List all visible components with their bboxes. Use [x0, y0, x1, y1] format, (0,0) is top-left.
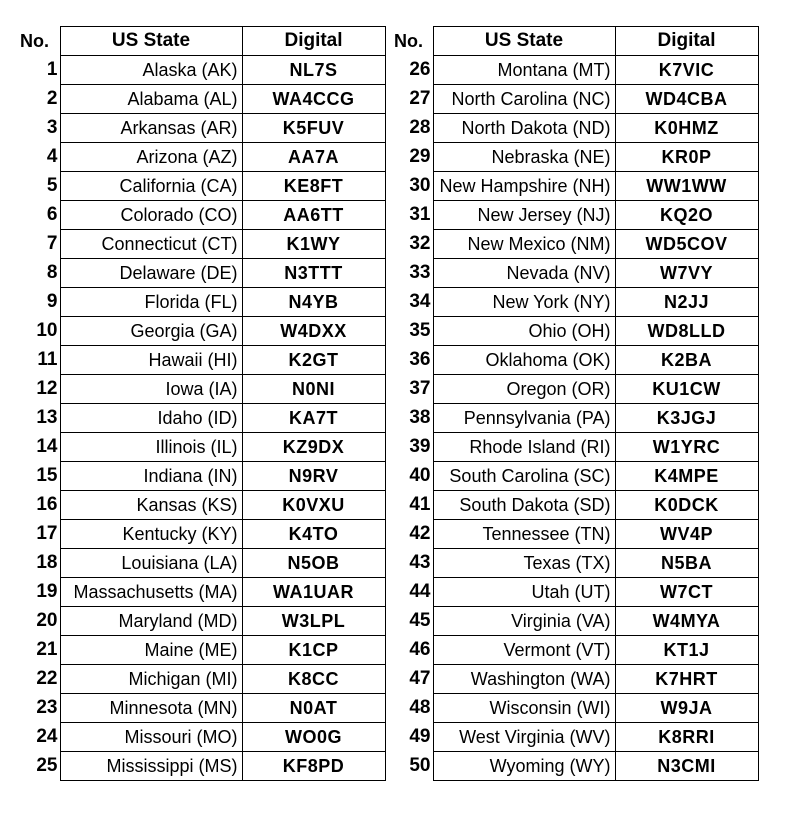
- state-name: New Jersey (NJ): [433, 201, 615, 230]
- digital-callsign: K8CC: [242, 665, 385, 694]
- state-name: Connecticut (CT): [60, 230, 242, 259]
- left-table: [16, 26, 386, 781]
- row-number: 9: [46, 291, 58, 312]
- table-row: [390, 375, 758, 404]
- digital-callsign: N5BA: [615, 549, 758, 578]
- row-number: 35: [409, 320, 431, 341]
- state-name: Arizona (AZ): [60, 143, 242, 172]
- digital-callsign: WD5COV: [615, 230, 758, 259]
- digital-callsign: N9RV: [242, 462, 385, 491]
- digital-callsign: KU1CW: [615, 375, 758, 404]
- state-name: South Carolina (SC): [433, 462, 615, 491]
- table-row: [16, 56, 385, 85]
- state-name: Nebraska (NE): [433, 143, 615, 172]
- table-row: [390, 520, 758, 549]
- digital-callsign: W7VY: [615, 259, 758, 288]
- state-name: Mississippi (MS): [60, 752, 242, 781]
- digital-callsign: KR0P: [615, 143, 758, 172]
- row-number: 37: [409, 378, 431, 399]
- table-row: [390, 259, 758, 288]
- digital-callsign: N2JJ: [615, 288, 758, 317]
- header-state: US State: [60, 27, 242, 56]
- state-name: Nevada (NV): [433, 259, 615, 288]
- row-number: 27: [409, 88, 431, 109]
- digital-callsign: AA6TT: [242, 201, 385, 230]
- digital-callsign: KF8PD: [242, 752, 385, 781]
- digital-callsign: WV4P: [615, 520, 758, 549]
- state-name: Rhode Island (RI): [433, 433, 615, 462]
- state-name: Delaware (DE): [60, 259, 242, 288]
- table-row: [390, 607, 758, 636]
- state-name: Iowa (IA): [60, 375, 242, 404]
- state-name: Alabama (AL): [60, 85, 242, 114]
- table-row: [16, 665, 385, 694]
- digital-callsign: N3CMI: [615, 752, 758, 781]
- state-name: Kansas (KS): [60, 491, 242, 520]
- right-table: [390, 26, 759, 781]
- row-number: 5: [46, 175, 58, 196]
- digital-callsign: K4MPE: [615, 462, 758, 491]
- row-number: 10: [36, 320, 58, 341]
- row-number: 23: [36, 697, 58, 718]
- row-number: 25: [36, 755, 58, 776]
- row-number: 30: [409, 175, 431, 196]
- state-name: North Dakota (ND): [433, 114, 615, 143]
- digital-callsign: K4TO: [242, 520, 385, 549]
- table-row: [16, 143, 385, 172]
- row-number: 41: [409, 494, 431, 515]
- digital-callsign: WO0G: [242, 723, 385, 752]
- state-name: Kentucky (KY): [60, 520, 242, 549]
- row-number: 19: [36, 581, 58, 602]
- table-row: [16, 201, 385, 230]
- table-row: [390, 462, 758, 491]
- header-row: [16, 27, 385, 56]
- table-row: [390, 85, 758, 114]
- state-name: Pennsylvania (PA): [433, 404, 615, 433]
- state-name: New Hampshire (NH): [433, 172, 615, 201]
- digital-callsign: K0HMZ: [615, 114, 758, 143]
- state-name: California (CA): [60, 172, 242, 201]
- table-row: [16, 636, 385, 665]
- digital-callsign: N4YB: [242, 288, 385, 317]
- table-row: [16, 520, 385, 549]
- row-number: 29: [409, 146, 431, 167]
- state-name: Ohio (OH): [433, 317, 615, 346]
- state-name: Arkansas (AR): [60, 114, 242, 143]
- row-number: 44: [409, 581, 431, 602]
- digital-callsign: W1YRC: [615, 433, 758, 462]
- row-number: 2: [46, 88, 58, 109]
- digital-callsign: KQ2O: [615, 201, 758, 230]
- table-row: [390, 636, 758, 665]
- table-row: [390, 172, 758, 201]
- row-number: 12: [36, 378, 58, 399]
- row-number: 17: [36, 523, 58, 544]
- table-row: [390, 288, 758, 317]
- row-number: 24: [36, 726, 58, 747]
- digital-callsign: K0VXU: [242, 491, 385, 520]
- row-number: 1: [46, 59, 58, 80]
- state-name: Colorado (CO): [60, 201, 242, 230]
- table-row: [390, 752, 758, 781]
- table-row: [390, 56, 758, 85]
- table-row: [16, 462, 385, 491]
- row-number: 6: [46, 204, 58, 225]
- state-name: Michigan (MI): [60, 665, 242, 694]
- state-name: Massachusetts (MA): [60, 578, 242, 607]
- table-row: [390, 723, 758, 752]
- row-number: 47: [409, 668, 431, 689]
- state-name: Idaho (ID): [60, 404, 242, 433]
- state-name: Alaska (AK): [60, 56, 242, 85]
- row-number: 21: [36, 639, 58, 660]
- right-table-body: [390, 56, 758, 781]
- digital-callsign: N0NI: [242, 375, 385, 404]
- digital-callsign: W4MYA: [615, 607, 758, 636]
- table-row: [16, 114, 385, 143]
- digital-callsign: W3LPL: [242, 607, 385, 636]
- row-number: 11: [37, 349, 58, 370]
- table-row: [16, 317, 385, 346]
- row-number: 31: [409, 204, 431, 225]
- digital-callsign: K8RRI: [615, 723, 758, 752]
- digital-callsign: K7VIC: [615, 56, 758, 85]
- table-row: [390, 230, 758, 259]
- state-name: Tennessee (TN): [433, 520, 615, 549]
- row-number: 20: [36, 610, 58, 631]
- state-name: New Mexico (NM): [433, 230, 615, 259]
- row-number: 39: [409, 436, 431, 457]
- table-row: [390, 694, 758, 723]
- digital-callsign: KZ9DX: [242, 433, 385, 462]
- row-number: 7: [46, 233, 58, 254]
- table-row: [16, 433, 385, 462]
- digital-callsign: WA1UAR: [242, 578, 385, 607]
- state-name: Vermont (VT): [433, 636, 615, 665]
- table-row: [390, 317, 758, 346]
- table-row: [16, 288, 385, 317]
- digital-callsign: AA7A: [242, 143, 385, 172]
- state-name: Montana (MT): [433, 56, 615, 85]
- digital-callsign: K0DCK: [615, 491, 758, 520]
- table-row: [16, 259, 385, 288]
- digital-callsign: K2BA: [615, 346, 758, 375]
- header-digital: Digital: [242, 27, 385, 56]
- digital-callsign: K5FUV: [242, 114, 385, 143]
- row-number: 28: [409, 117, 431, 138]
- row-number: 16: [36, 494, 58, 515]
- row-number: 48: [409, 697, 431, 718]
- table-row: [390, 201, 758, 230]
- table-row: [390, 143, 758, 172]
- digital-callsign: WD4CBA: [615, 85, 758, 114]
- state-name: Louisiana (LA): [60, 549, 242, 578]
- digital-callsign: WA4CCG: [242, 85, 385, 114]
- digital-callsign: W7CT: [615, 578, 758, 607]
- digital-callsign: N3TTT: [242, 259, 385, 288]
- row-number: 42: [409, 523, 431, 544]
- table-row: [16, 404, 385, 433]
- table-row: [16, 491, 385, 520]
- left-table-body: [16, 56, 385, 781]
- digital-callsign: N0AT: [242, 694, 385, 723]
- digital-callsign: K2GT: [242, 346, 385, 375]
- table-row: [390, 433, 758, 462]
- table-row: [390, 578, 758, 607]
- state-name: North Carolina (NC): [433, 85, 615, 114]
- state-name: Wisconsin (WI): [433, 694, 615, 723]
- table-row: [16, 85, 385, 114]
- row-number: 34: [409, 291, 431, 312]
- table-row: [16, 346, 385, 375]
- row-number: 26: [409, 59, 431, 80]
- state-name: Texas (TX): [433, 549, 615, 578]
- state-name: Oklahoma (OK): [433, 346, 615, 375]
- row-number: 3: [46, 117, 58, 138]
- row-number: 36: [409, 349, 431, 370]
- table-row: [16, 375, 385, 404]
- state-name: Oregon (OR): [433, 375, 615, 404]
- state-name: Georgia (GA): [60, 317, 242, 346]
- row-number: 18: [36, 552, 58, 573]
- state-name: New York (NY): [433, 288, 615, 317]
- table-row: [16, 607, 385, 636]
- row-number: 8: [46, 262, 58, 283]
- state-name: Maine (ME): [60, 636, 242, 665]
- digital-callsign: N5OB: [242, 549, 385, 578]
- state-name: Virginia (VA): [433, 607, 615, 636]
- table-row: [16, 549, 385, 578]
- row-number: 15: [36, 465, 58, 486]
- row-number: 32: [409, 233, 431, 254]
- state-name: Washington (WA): [433, 665, 615, 694]
- header-state: US State: [433, 27, 615, 56]
- digital-callsign: K1CP: [242, 636, 385, 665]
- row-number: 14: [36, 436, 58, 457]
- state-name: Minnesota (MN): [60, 694, 242, 723]
- table-row: [16, 694, 385, 723]
- row-number: 45: [409, 610, 431, 631]
- digital-callsign: W9JA: [615, 694, 758, 723]
- row-number: 46: [409, 639, 431, 660]
- state-name: Illinois (IL): [60, 433, 242, 462]
- digital-callsign: WW1WW: [615, 172, 758, 201]
- row-number: 4: [46, 146, 58, 167]
- table-row: [16, 172, 385, 201]
- digital-callsign: NL7S: [242, 56, 385, 85]
- header-digital: Digital: [615, 27, 758, 56]
- row-number: 40: [409, 465, 431, 486]
- table-row: [390, 491, 758, 520]
- table-row: [390, 665, 758, 694]
- state-name: Missouri (MO): [60, 723, 242, 752]
- state-name: West Virginia (WV): [433, 723, 615, 752]
- table-row: [16, 723, 385, 752]
- table-row: [390, 114, 758, 143]
- digital-callsign: K3JGJ: [615, 404, 758, 433]
- digital-callsign: K7HRT: [615, 665, 758, 694]
- header-row: [390, 27, 758, 56]
- state-name: Hawaii (HI): [60, 346, 242, 375]
- state-name: Indiana (IN): [60, 462, 242, 491]
- header-no: No.: [394, 31, 423, 51]
- state-name: Florida (FL): [60, 288, 242, 317]
- state-name: Utah (UT): [433, 578, 615, 607]
- digital-callsign: KT1J: [615, 636, 758, 665]
- state-name: Wyoming (WY): [433, 752, 615, 781]
- row-number: 50: [409, 755, 431, 776]
- row-number: 33: [409, 262, 431, 283]
- row-number: 13: [36, 407, 58, 428]
- row-number: 22: [36, 668, 58, 689]
- digital-callsign: WD8LLD: [615, 317, 758, 346]
- table-row: [16, 752, 385, 781]
- table-row: [16, 230, 385, 259]
- digital-callsign: K1WY: [242, 230, 385, 259]
- table-row: [390, 404, 758, 433]
- row-number: 38: [409, 407, 431, 428]
- table-row: [390, 346, 758, 375]
- state-name: South Dakota (SD): [433, 491, 615, 520]
- digital-callsign: W4DXX: [242, 317, 385, 346]
- table-row: [16, 578, 385, 607]
- row-number: 49: [409, 726, 431, 747]
- header-no: No.: [20, 31, 49, 51]
- row-number: 43: [409, 552, 431, 573]
- digital-callsign: KE8FT: [242, 172, 385, 201]
- table-row: [390, 549, 758, 578]
- digital-callsign: KA7T: [242, 404, 385, 433]
- state-name: Maryland (MD): [60, 607, 242, 636]
